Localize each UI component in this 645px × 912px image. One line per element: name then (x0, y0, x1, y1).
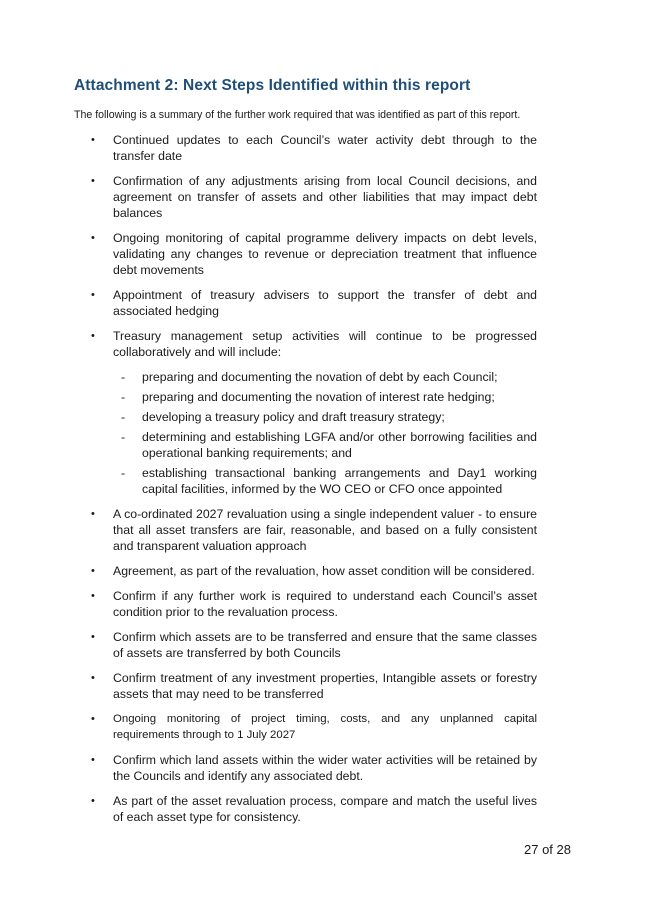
bullet-icon: • (91, 330, 95, 342)
sub-list-item (113, 389, 537, 405)
bullet-icon: • (91, 175, 95, 187)
list-item (0, 711, 645, 743)
list-item (0, 752, 645, 784)
list-item-text: Ongoing monitoring of capital programme delivery impacts on debt levels, validating any changes to revenue or depreciation treatment that influence debt movements (113, 231, 537, 277)
list-item (0, 132, 645, 164)
bullet-icon: • (91, 590, 95, 602)
dash-icon: - (121, 390, 126, 404)
bullet-icon: • (91, 134, 95, 146)
list-item (0, 793, 645, 825)
dash-icon: - (121, 430, 126, 444)
bullet-icon: • (91, 754, 95, 766)
sub-list-item (113, 409, 537, 425)
list-item-text: Confirm if any further work is required to understand each Council’s asset condition prior to the revaluation process. (113, 589, 537, 619)
list-item (0, 287, 645, 319)
sub-list-item-text: preparing and documenting the novation of debt by each Council; (142, 370, 498, 384)
list-item-text: As part of the asset revaluation process, compare and match the useful lives of each asset type for consistency. (113, 794, 537, 824)
dash-icon: - (121, 466, 126, 480)
list-item-text: Appointment of treasury advisers to support the transfer of debt and associated hedging (113, 288, 537, 318)
list-item (0, 506, 645, 554)
sub-list-item-text: determining and establishing LGFA and/or other borrowing facilities and operational banking requirements; and (142, 430, 537, 460)
bullet-icon: • (91, 713, 95, 725)
list-item (0, 173, 645, 221)
sub-list-item (113, 465, 537, 497)
list-item-text: A co-ordinated 2027 revaluation using a single independent valuer - to ensure that all asset transfers are fair, reasonable, and based on a fully consistent and transparent valuation approach (113, 507, 537, 553)
sub-list-item (113, 429, 537, 461)
dash-icon: - (121, 370, 126, 384)
list-item-text: Confirm which land assets within the wider water activities will be retained by the Councils and identify any associated debt. (113, 753, 537, 783)
bullet-icon: • (91, 672, 95, 684)
list-item (0, 588, 645, 620)
list-item-text: Continued updates to each Council’s water activity debt through to the transfer date (113, 133, 537, 163)
sub-list-item-text: establishing transactional banking arrangements and Day1 working capital facilities, informed by the WO CEO or CFO once appointed (142, 466, 537, 496)
sub-list-item-text: developing a treasury policy and draft treasury strategy; (142, 410, 445, 424)
intro-paragraph: The following is a summary of the further work required that was identified as part of this report. (74, 109, 521, 121)
sub-list-item-text: preparing and documenting the novation of interest rate hedging; (142, 390, 495, 404)
dash-icon: - (121, 410, 126, 424)
list-item-text: Agreement, as part of the revaluation, how asset condition will be considered. (113, 564, 535, 578)
page-number: 27 of 28 (524, 842, 571, 857)
list-item (0, 563, 645, 579)
list-item-text: Confirm which assets are to be transferred and ensure that the same classes of assets are transferred by both Councils (113, 630, 537, 660)
list-item-text: Ongoing monitoring of project timing, costs, and any unplanned capital requirements through to 1 July 2027 (113, 713, 537, 741)
list-item (0, 328, 645, 497)
list-item-text: Confirm treatment of any investment properties, Intangible assets or forestry assets that may need to be transferred (113, 671, 537, 701)
bullet-icon: • (91, 565, 95, 577)
list-item (0, 670, 645, 702)
list-item (0, 230, 645, 278)
bullet-icon: • (91, 232, 95, 244)
treasury-sub-list (113, 369, 537, 497)
bullet-icon: • (91, 508, 95, 520)
bullet-icon: • (91, 289, 95, 301)
bullet-icon: • (91, 631, 95, 643)
list-item-text: Treasury management setup activities will continue to be progressed collaboratively and will include: (113, 329, 537, 359)
list-item (0, 629, 645, 661)
bullet-icon: • (91, 795, 95, 807)
sub-list-item (113, 369, 537, 385)
page-title: Attachment 2: Next Steps Identified within this report (74, 77, 471, 94)
next-steps-list (0, 132, 645, 834)
list-item-text: Confirmation of any adjustments arising from local Council decisions, and agreement on transfer of assets and other liabilities that may impact debt balances (113, 174, 537, 220)
